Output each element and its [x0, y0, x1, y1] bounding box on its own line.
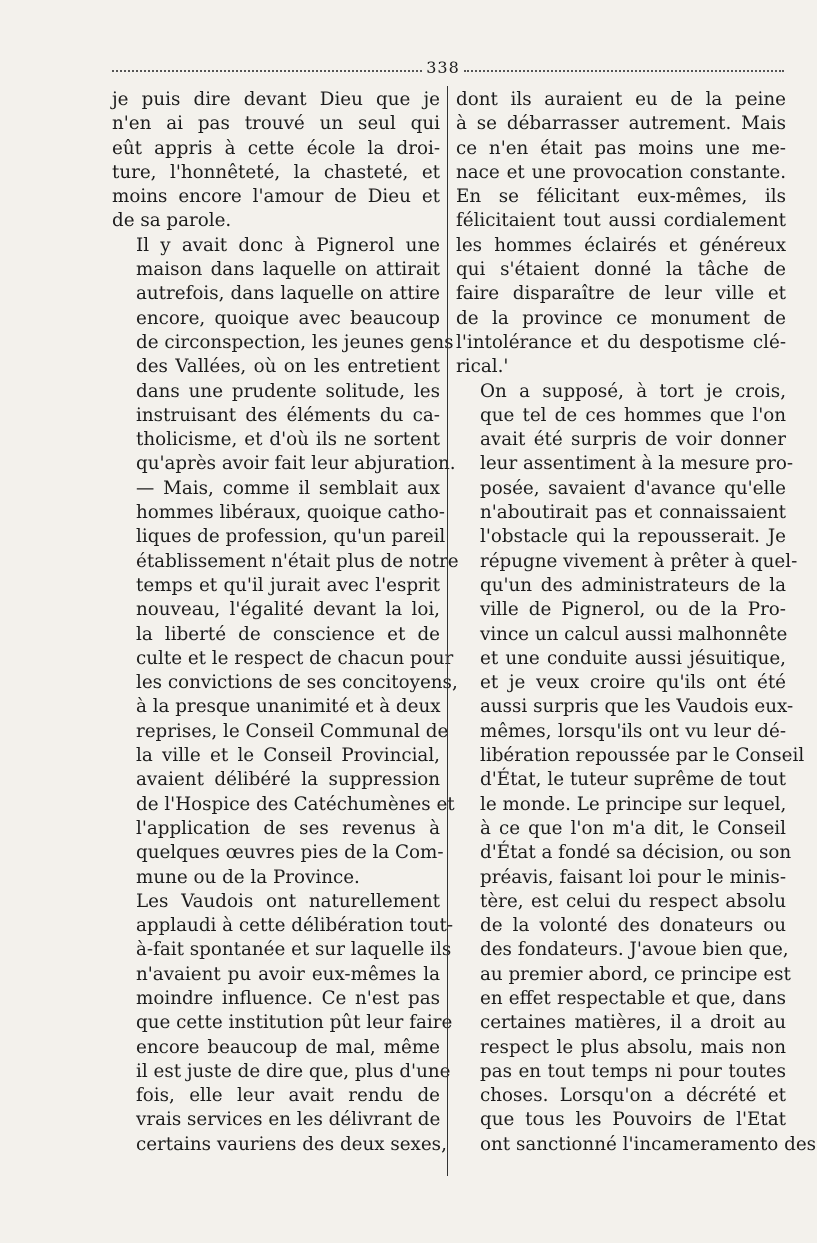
text-line: la liberté de conscience et de	[136, 623, 440, 645]
text-line: préavis, faisant loi pour le minis-	[480, 866, 786, 888]
left-column	[112, 88, 459, 1157]
paragraph	[456, 88, 786, 380]
text-line: de la province ce monument de	[456, 307, 786, 329]
text-line: vrais services en les délivrant de	[136, 1109, 441, 1131]
text-line: le monde. Le principe sur lequel,	[480, 793, 787, 815]
text-line: culte et le respect de chacun pour	[136, 647, 454, 669]
text-line: hommes libéraux, quoique catho-	[136, 502, 445, 524]
text-line: que cette institution pût leur faire	[136, 1012, 453, 1034]
text-line: certains vauriens des deux sexes,	[136, 1133, 447, 1155]
text-line: que tous les Pouvoirs de l'Etat	[480, 1109, 786, 1131]
paragraph	[112, 88, 440, 234]
text-line: posée, savaient d'avance qu'elle	[480, 477, 786, 499]
text-line: l'intolérance et du despotisme clé-	[456, 331, 786, 353]
column-divider	[447, 86, 448, 1176]
text-line: faire disparaître de leur ville et	[456, 283, 786, 305]
text-line: eût appris à cette école la droi-	[112, 137, 440, 159]
text-line: avaient délibéré la suppression	[136, 769, 440, 791]
text-line: encore beaucoup de mal, même	[136, 1036, 440, 1058]
text-line: avait été surpris de voir donner	[480, 429, 786, 451]
text-line: répugne vivement à prêter à quel-	[480, 550, 798, 572]
text-line: de l'Hospice des Catéchumènes et	[136, 793, 455, 815]
text-line: les hommes éclairés et généreux	[456, 234, 786, 256]
text-line: n'avaient pu avoir eux-mêmes la	[136, 963, 440, 985]
text-line: nace et une provocation constante.	[456, 161, 786, 183]
text-line: quelques œuvres pies de la Com-	[136, 842, 444, 864]
text-line: ture, l'honnêteté, la chasteté, et	[112, 161, 440, 183]
text-line: l'application de ses revenus à	[136, 817, 440, 839]
page-header	[112, 58, 784, 78]
paragraph	[456, 380, 817, 1158]
text-line: tholicisme, et d'où ils ne sortent	[136, 429, 440, 451]
text-line: — Mais, comme il semblait aux	[136, 477, 440, 499]
text-line: les convictions de ses concitoyens,	[136, 672, 458, 694]
text-line: et je veux croire qu'ils ont été	[480, 672, 786, 694]
text-line: n'aboutirait pas et connaissaient	[480, 502, 786, 524]
text-line: établissement n'était plus de notre	[136, 550, 459, 572]
paragraph	[112, 234, 459, 890]
text-line: n'en ai pas trouvé un seul qui	[112, 113, 440, 135]
text-line: et une conduite aussi jésuitique,	[480, 647, 786, 669]
text-line: à-fait spontanée et sur laquelle ils	[136, 939, 452, 961]
text-line: à ce que l'on m'a dit, le Conseil	[480, 817, 786, 839]
text-line: ville de Pignerol, ou de la Pro-	[480, 599, 786, 621]
text-line: libération repoussée par le Conseil	[480, 745, 805, 767]
text-line: certaines matières, il a droit au	[480, 1012, 786, 1034]
paragraph	[112, 890, 454, 1157]
text-line: que tel de ces hommes que l'on	[480, 404, 786, 426]
text-line: ce n'en était pas moins une me-	[456, 137, 786, 159]
text-line: dont ils auraient eu de la peine	[456, 89, 786, 110]
text-line: de sa parole.	[112, 210, 232, 232]
text-line: d'État, le tuteur suprême de tout	[480, 769, 786, 791]
text-line: leur assentiment à la mesure pro-	[480, 453, 794, 475]
page-number: 338	[426, 58, 460, 77]
text-line: qu'après avoir fait leur abjuration.	[136, 453, 456, 475]
text-line: il est juste de dire que, plus d'une	[136, 1060, 451, 1082]
right-column	[456, 88, 817, 1157]
text-line: des fondateurs. J'avoue bien que,	[480, 939, 789, 961]
text-line: maison dans laquelle on attirait	[136, 259, 440, 281]
text-line: de la volonté des donateurs ou	[480, 915, 786, 937]
header-rule-left	[112, 70, 422, 72]
text-line: nouveau, l'égalité devant la loi,	[136, 599, 440, 621]
text-line: On a supposé, à tort je crois,	[480, 380, 786, 402]
text-line: Il y avait donc à Pignerol une	[136, 234, 440, 256]
text-line: qui s'étaient donné la tâche de	[456, 259, 786, 281]
text-line: qu'un des administrateurs de la	[480, 574, 786, 596]
text-line: la ville et le Conseil Provincial,	[136, 745, 440, 767]
text-line: de circonspection, les jeunes gens	[136, 331, 454, 353]
text-line: je puis dire devant Dieu que je	[112, 89, 440, 110]
text-line: fois, elle leur avait rendu de	[136, 1085, 440, 1107]
header-rule-right	[464, 70, 784, 72]
text-line: dans une prudente solitude, les	[136, 380, 440, 402]
text-line: félicitaient tout aussi cordialement	[456, 210, 786, 232]
text-line: aussi surpris que les Vaudois eux-	[480, 696, 794, 718]
text-line: respect le plus absolu, mais non	[480, 1036, 786, 1058]
text-line: temps et qu'il jurait avec l'esprit	[136, 574, 440, 596]
text-line: ont sanctionné l'incameramento des	[480, 1133, 817, 1155]
text-line: moins encore l'amour de Dieu et	[112, 186, 440, 208]
text-line: à se débarrasser autrement. Mais	[456, 113, 786, 135]
text-line: applaudi à cette délibération tout-	[136, 915, 454, 937]
text-line: moindre influence. Ce n'est pas	[136, 987, 440, 1009]
text-line: mune ou de la Province.	[136, 866, 360, 888]
text-line: rical.'	[456, 356, 509, 378]
text-line: En se félicitant eux-mêmes, ils	[456, 186, 786, 208]
text-line: vince un calcul aussi malhonnête	[480, 623, 788, 645]
text-line: pas en tout temps ni pour toutes	[480, 1060, 786, 1082]
text-line: instruisant des éléments du ca-	[136, 404, 440, 426]
text-line: mêmes, lorsqu'ils ont vu leur dé-	[480, 720, 786, 742]
text-line: l'obstacle qui la repousserait. Je	[480, 526, 786, 548]
text-line: à la presque unanimité et à deux	[136, 696, 441, 718]
text-line: d'État a fondé sa décision, ou son	[480, 842, 792, 864]
text-line: tère, est celui du respect absolu	[480, 890, 786, 912]
text-line: Les Vaudois ont naturellement	[136, 890, 440, 912]
text-line: au premier abord, ce principe est	[480, 963, 791, 985]
text-line: en effet respectable et que, dans	[480, 987, 786, 1009]
text-line: reprises, le Conseil Communal de	[136, 720, 449, 742]
text-line: choses. Lorsqu'on a décrété et	[480, 1085, 786, 1107]
text-line: des Vallées, où on les entretient	[136, 356, 440, 378]
text-line: liques de profession, qu'un pareil	[136, 526, 446, 548]
text-line: encore, quoique avec beaucoup	[136, 307, 440, 329]
text-line: autrefois, dans laquelle on attire	[136, 283, 440, 305]
